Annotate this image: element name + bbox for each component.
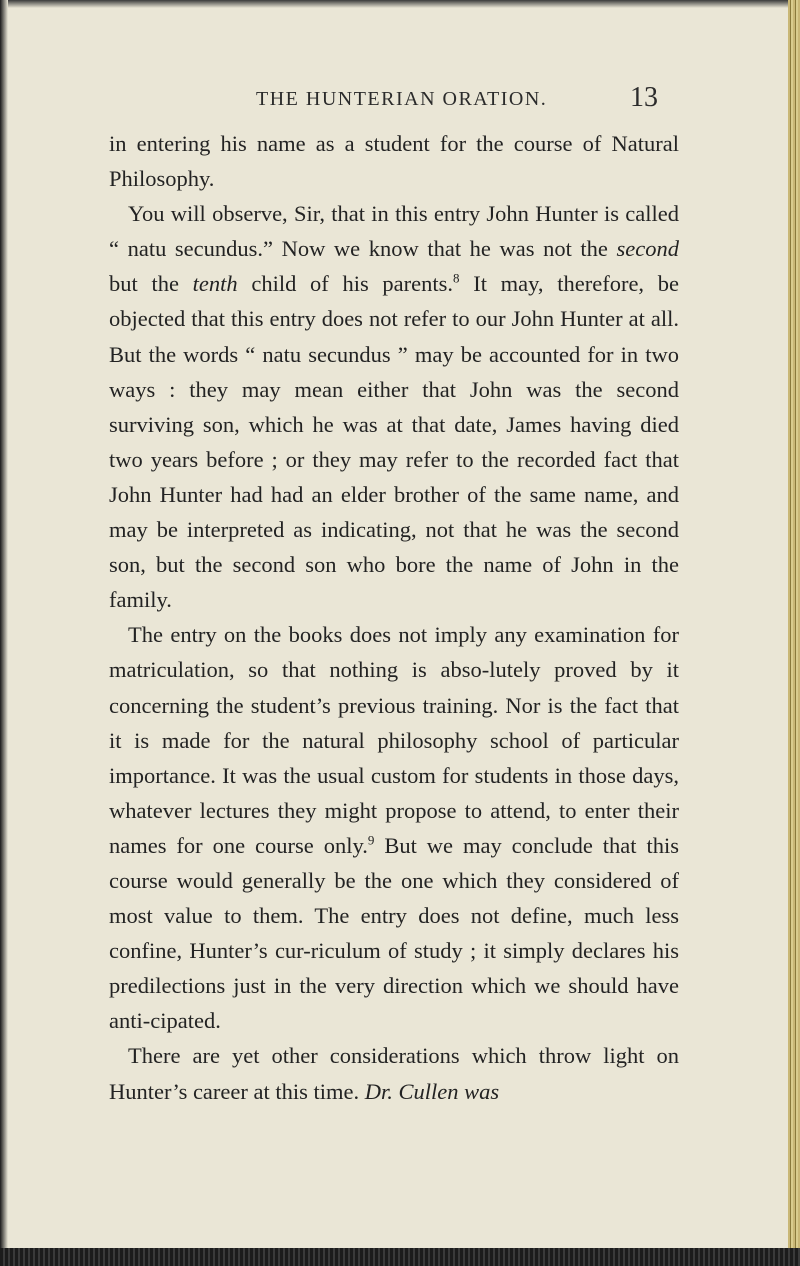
page-fore-edge [788, 0, 800, 1266]
page-gutter-shadow [0, 0, 8, 1250]
body-text [109, 126, 679, 1109]
running-header [0, 82, 790, 116]
paragraph-2-text-c: child of his parents. [237, 271, 454, 297]
footnote-ref-8: 8 [453, 270, 460, 286]
paragraph-2-text-b: but the [109, 271, 193, 297]
emphasis-tenth: tenth [192, 271, 238, 297]
paragraph-4-text-a: There are yet other considerations which throw light on Hunter’s career at this time. [109, 1043, 679, 1104]
emphasis-second: second [616, 236, 679, 262]
emphasis-dr-cullen: Dr. Cullen was [364, 1078, 500, 1104]
running-title: THE HUNTERIAN ORATION. [256, 88, 548, 110]
page-number: 13 [630, 82, 658, 113]
paragraph-1-text: in entering his name as a student for the course of Natural Philosophy. [109, 131, 679, 192]
paragraph-3 [109, 617, 679, 1038]
page-top-shadow [0, 0, 790, 8]
paragraph-1 [109, 126, 679, 196]
paragraph-3-text-b: But we may conclude that this course would generally be the one which they considered of most value to them. The entry does not define, much less confine, Hunter’s cur-riculum of study ; it simply declares his predilections just in the very direction which we should have anti-cipated. [109, 832, 679, 1034]
paragraph-2-text-a: You will observe, Sir, that in this entry John Hunter is called “ natu secundus.” Now we know that he was not the [109, 201, 679, 262]
footnote-ref-9: 9 [367, 832, 375, 848]
paragraph-4 [109, 1038, 679, 1108]
page-bottom-edge [0, 1248, 800, 1266]
paragraph-2-text-d: It may, therefore, be objected that this entry does not refer to our John Hunter at all. But the words “ natu secundus ” may be accounted for in two ways : they may mean either that John was the second surviving son, which he was at that date, James having died two years before ; or they may refer to the recorded fact that John Hunter had had an elder brother of the same name, and may be interpreted as indicating, not that he was the second son, but the second son who bore the name of John in the family. [109, 271, 679, 613]
paragraph-3-text-a: The entry on the books does not imply any examination for matriculation, so that nothing is abso-lutely proved by it concerning the student’s previous training. Nor is the fact that it is made for the natural philosophy school of particular importance. It was the usual custom for students in those days, whatever lectures they might propose to attend, to enter their names for one course only. [109, 622, 679, 858]
paragraph-2 [109, 196, 679, 617]
